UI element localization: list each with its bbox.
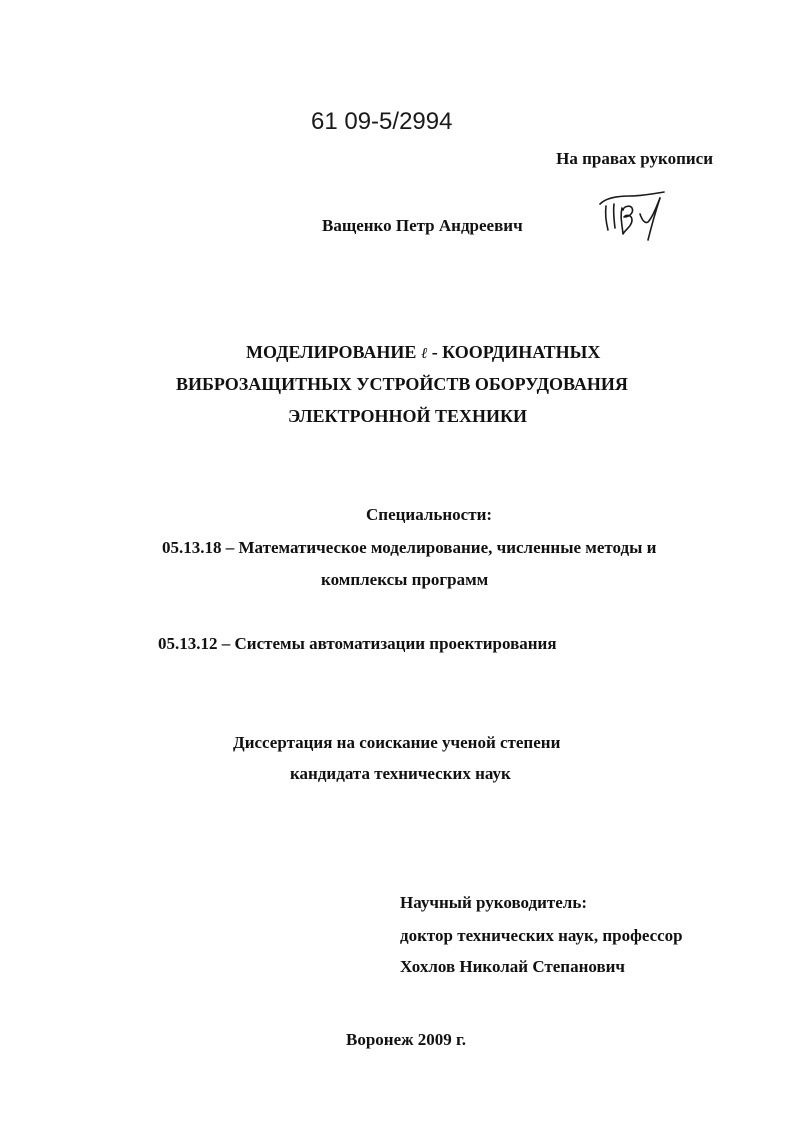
- title-line-3: ЭЛЕКТРОННОЙ ТЕХНИКИ: [288, 406, 528, 426]
- specialty-1-line-2: комплексы программ: [321, 570, 489, 589]
- archive-stamp-number: 61 09-5/2994: [311, 108, 453, 135]
- supervisor-name: Хохлов Николай Степанович: [400, 957, 626, 976]
- rights-notice: На правах рукописи: [556, 149, 713, 168]
- ell-symbol: ℓ: [420, 344, 428, 362]
- title-line-1-start: МОДЕЛИРОВАНИЕ: [246, 342, 421, 362]
- title-line-1-end: - КООРДИНАТНЫХ: [427, 342, 601, 362]
- dissertation-line-2: кандидата технических наук: [290, 764, 511, 783]
- author-name: Ващенко Петр Андреевич: [322, 216, 523, 235]
- supervisor-degree: доктор технических наук, профессор: [400, 926, 683, 945]
- supervisor-label: Научный руководитель:: [400, 893, 587, 912]
- dissertation-line-1: Диссертация на соискание ученой степени: [233, 733, 561, 752]
- specialties-heading: Специальности:: [366, 505, 493, 524]
- city-year: Воронеж 2009 г.: [346, 1030, 467, 1049]
- title-line-1: [246, 342, 600, 363]
- author-signature-icon: [596, 190, 676, 248]
- specialty-2: 05.13.12 – Системы автоматизации проектирования: [158, 634, 557, 653]
- title-line-2: ВИБРОЗАЩИТНЫХ УСТРОЙСТВ ОБОРУДОВАНИЯ: [176, 374, 628, 394]
- specialty-1-line-1: 05.13.18 – Математическое моделирование, численные методы и: [162, 538, 657, 557]
